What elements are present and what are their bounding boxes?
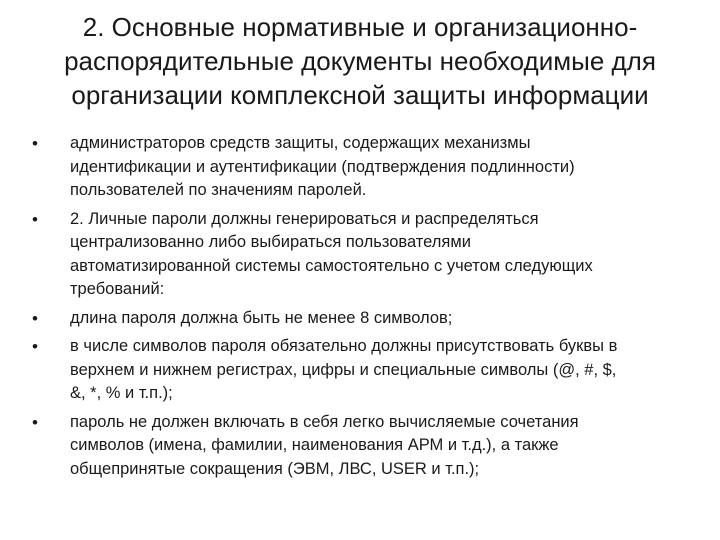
bullet-item [28,411,688,482]
bullet-list [28,132,688,486]
bullet-text-line: требований: [70,280,165,298]
bullet-text-line: пароль не должен включать в себя легко вычисляемые сочетания [70,412,579,431]
bullet-text-line: символов (имена, фамилии, наименования АРМ и т.д.), а также [70,436,559,454]
bullet-text-line: 2. Личные пароли должны генерироваться и распределяться [70,209,539,228]
bullet-text-line: автоматизированной системы самостоятельно с учетом следующих [70,256,593,275]
bullet-text-line: верхнем и нижнем регистрах, цифры и специальные символы (@, #, $, [70,360,617,379]
bullet-dot-icon: • [32,337,38,356]
bullet-text-line: централизованно либо выбираться пользователями [70,233,471,251]
bullet-text-line: идентификации и аутентификации (подтверждения подлинности) [70,157,575,176]
bullet-text-line: &, *, % и т.п.); [70,384,173,402]
slide-title [30,10,690,112]
bullet-dot-icon: • [32,209,38,229]
bullet-text-line: общепринятые сокращения (ЭВМ, ЛВС, USER и т.п.); [70,459,480,478]
title-line: организации комплексной защиты информации [71,80,649,110]
bullet-item [28,132,688,203]
bullet-text-line: пользователей по значениям паролей. [70,181,367,199]
bullet-dot-icon: • [32,412,38,432]
bullet-item [28,208,688,302]
bullet-text-line: в числе символов пароля обязательно должны присутствовать буквы в [70,337,618,355]
bullet-item [28,335,688,406]
bullet-text-line: администраторов средств защиты, содержащих механизмы [70,134,531,152]
title-line: распорядительные документы необходимые для [64,46,656,76]
title-line: 2. Основные нормативные и организационно- [82,12,638,42]
bullet-dot-icon: • [32,308,38,328]
bullet-item [28,307,688,331]
bullet-dot-icon: • [32,134,38,153]
bullet-text-line: длина пароля должна быть не менее 8 символов; [70,308,453,327]
